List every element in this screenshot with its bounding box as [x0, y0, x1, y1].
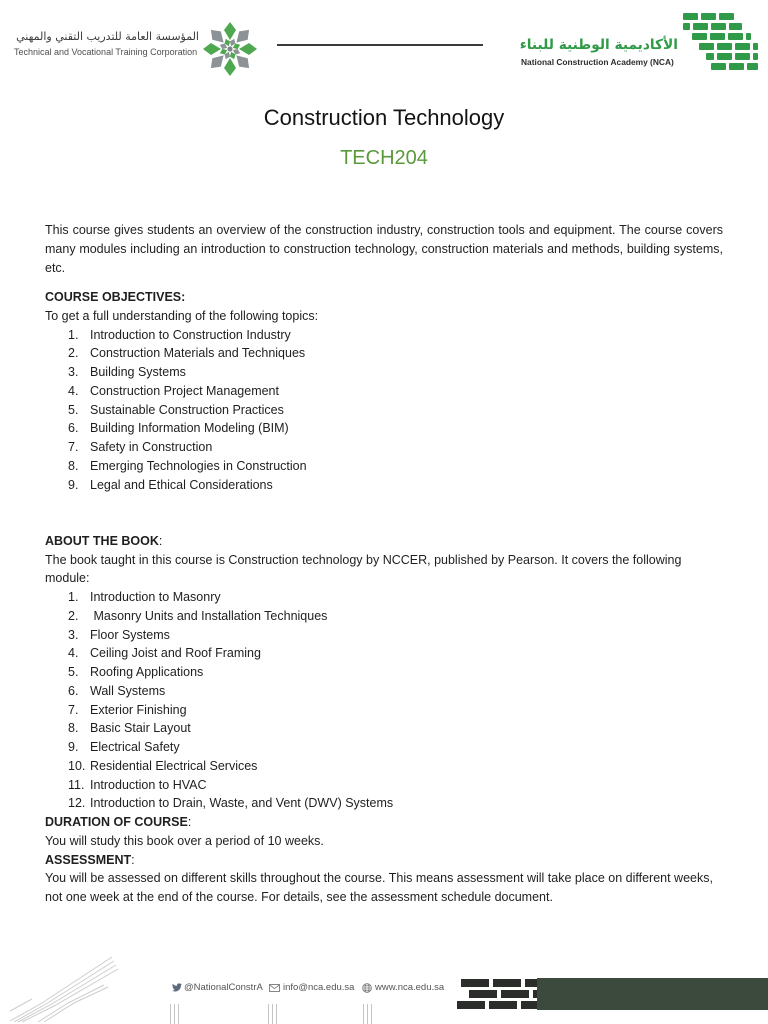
objectives-list — [45, 326, 723, 495]
book-module-item — [45, 738, 723, 757]
book-module-item — [45, 663, 723, 682]
book-module-item-text: Roofing Applications — [90, 665, 204, 679]
course-title: Construction Technology — [263, 105, 505, 130]
objectives-heading: COURSE OBJECTIVES: — [45, 290, 186, 304]
book-module-item-text: Floor Systems — [90, 627, 170, 642]
book-module-item — [45, 701, 723, 720]
book-module-item-number: 6. — [68, 683, 79, 698]
book-module-item — [45, 682, 723, 701]
book-module-item-text: Masonry Units and Installation Techniques — [90, 608, 328, 623]
footer-band — [537, 978, 768, 1010]
duration-text: You will study this book over a period of 10 weeks. — [45, 833, 324, 848]
email-icon — [269, 984, 280, 992]
nca-brick-logo-icon — [680, 12, 758, 76]
objective-item-text: Construction Project Management — [90, 383, 279, 398]
assessment-text: You will be assessed on different skills throughout the course. This means assessment will take place on different weeks, not one week at the end of the course. For details, see the assessment schedule document. — [45, 871, 713, 904]
objective-item-text: Safety in Construction — [90, 440, 213, 454]
book-module-item-text: Exterior Finishing — [90, 702, 187, 717]
nca-name-arabic: الأكاديمية الوطنية للبناء — [519, 37, 678, 53]
book-module-item-number: 5. — [68, 665, 79, 679]
book-module-item-text: Introduction to Drain, Waste, and Vent (DWV) Systems — [90, 796, 394, 811]
objective-item — [45, 419, 723, 438]
objective-item — [45, 438, 723, 457]
header-divider — [277, 44, 483, 46]
course-code: TECH204 — [340, 147, 428, 169]
book-module-item-text: Wall Systems — [90, 683, 166, 698]
bar-groups — [170, 1004, 372, 1024]
nca-name-english: National Construction Academy (NCA) — [521, 57, 674, 67]
book-module-item-text: Electrical Safety — [90, 740, 180, 754]
book-module-item — [45, 719, 723, 738]
assessment-heading-label: ASSESSMENT — [45, 852, 132, 867]
book-module-item-number: 8. — [68, 721, 79, 736]
footer-band-bricks — [457, 979, 537, 1009]
objective-item-number: 8. — [68, 458, 79, 473]
tvtc-name-arabic: المؤسسة العامة للتدريب التقني والمهني — [16, 30, 199, 43]
book-module-item-text: Basic Stair Layout — [90, 721, 191, 736]
brick-rows — [683, 13, 758, 70]
assessment-heading — [45, 851, 723, 870]
objective-item-text: Building Systems — [90, 365, 186, 379]
twitter-handle: @NationalConstrA — [184, 982, 263, 993]
book-module-item — [45, 626, 723, 645]
book-module-item — [45, 757, 723, 776]
objective-item-number: 5. — [68, 402, 79, 417]
about-book-text: The book taught in this course is Construction technology by NCCER, published by Pearson. It covers the following module: — [45, 552, 682, 586]
website-url: www.nca.edu.sa — [375, 982, 445, 993]
objective-item-text: Legal and Ethical Considerations — [90, 477, 273, 492]
book-module-item-text: Residential Electrical Services — [90, 758, 258, 773]
footer-swoosh-decoration — [8, 951, 120, 1023]
about-book-heading-colon: : — [158, 533, 163, 548]
book-module-item-number: 4. — [68, 646, 79, 661]
book-module-item — [45, 794, 723, 813]
objective-item-number: 1. — [68, 327, 79, 342]
objective-item-text: Introduction to Construction Industry — [90, 327, 291, 342]
tvtc-name-english: Technical and Vocational Training Corporation — [14, 47, 198, 57]
objective-item — [45, 326, 723, 345]
duration-heading — [45, 813, 723, 832]
book-module-item-number: 7. — [68, 702, 79, 717]
objective-item-number: 4. — [68, 383, 79, 398]
email-address: info@nca.edu.sa — [283, 982, 355, 993]
objective-item-text: Building Information Modeling (BIM) — [90, 421, 289, 436]
book-module-item-text: Ceiling Joist and Roof Framing — [90, 646, 261, 661]
objective-item-number: 6. — [68, 421, 79, 436]
swoosh-lines — [10, 957, 118, 1022]
objective-item-text: Construction Materials and Techniques — [90, 346, 306, 361]
book-module-item-number: 11. — [68, 777, 85, 792]
objective-item-text: Sustainable Construction Practices — [90, 402, 284, 417]
book-module-item-number: 9. — [68, 740, 79, 754]
objective-item — [45, 344, 723, 363]
book-module-item-number: 3. — [68, 627, 79, 642]
book-module-item — [45, 644, 723, 663]
book-module-item-text: Introduction to HVAC — [90, 777, 207, 792]
book-modules-list — [45, 588, 723, 813]
globe-icon — [362, 983, 372, 993]
footer-brick-band — [455, 976, 768, 1012]
duration-heading-colon: : — [187, 815, 192, 829]
objective-item-number: 3. — [68, 365, 79, 379]
objective-item-number: 9. — [68, 477, 79, 492]
footer-bar-decoration — [165, 1002, 377, 1024]
book-module-item — [45, 776, 723, 795]
objective-item-number: 7. — [68, 440, 79, 454]
objective-item-text: Emerging Technologies in Construction — [90, 458, 307, 473]
objective-item — [45, 382, 723, 401]
tvtc-name-arabic-box — [13, 27, 199, 47]
about-book-heading-label: ABOUT THE BOOK — [45, 533, 159, 548]
objective-item — [45, 476, 723, 495]
objectives-intro: To get a full understanding of the following topics: — [45, 308, 319, 323]
book-module-item-number: 12. — [68, 796, 86, 811]
book-module-item-number: 1. — [68, 590, 79, 604]
nca-name-arabic-box — [519, 34, 678, 55]
nca-name-english-box — [521, 56, 678, 68]
book-module-item — [45, 588, 723, 607]
book-module-item-number: 2. — [68, 608, 79, 623]
objective-item-number: 2. — [68, 346, 79, 361]
twitter-icon — [172, 983, 182, 992]
book-module-item — [45, 607, 723, 626]
objective-item — [45, 457, 723, 476]
book-module-item-text: Introduction to Masonry — [90, 590, 221, 604]
course-content — [45, 221, 723, 907]
objective-item — [45, 401, 723, 420]
tvtc-name-english-box — [14, 46, 198, 59]
assessment-heading-colon: : — [131, 852, 135, 867]
objective-item — [45, 363, 723, 382]
about-book-heading — [45, 532, 723, 551]
course-description: This course gives students an overview of the construction industry, construction tools and equipment. The course covers many modules including an introduction to construction technology, construction materials and methods, building systems, etc. — [45, 223, 723, 275]
tvtc-emblem-icon — [202, 11, 258, 79]
book-module-item-number: 10. — [68, 758, 86, 773]
duration-heading-label: DURATION OF COURSE — [45, 815, 188, 829]
